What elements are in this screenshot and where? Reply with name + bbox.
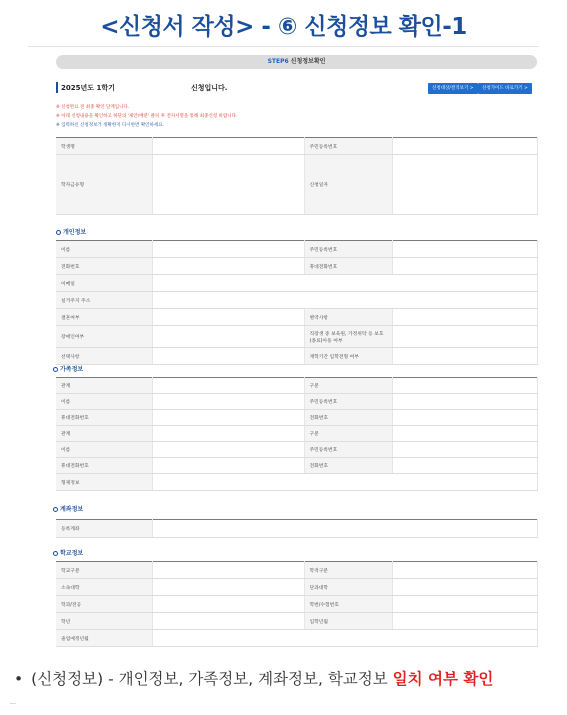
field-value: [152, 275, 537, 292]
field-label: 결혼여부: [56, 309, 152, 326]
section-title-school: 학교정보: [53, 548, 83, 557]
field-value: [392, 258, 537, 275]
field-label: 입학년월: [304, 613, 392, 630]
section-title-personal: 개인정보: [56, 227, 86, 236]
table-row: [56, 394, 537, 410]
guide-button[interactable]: 신청가이드 바로가기 >: [478, 83, 532, 94]
personal-info-table: [56, 240, 538, 365]
family-info-table: [56, 377, 538, 491]
table-row: [56, 426, 537, 442]
field-label: 병역사항: [304, 309, 392, 326]
field-value: [152, 442, 304, 458]
field-label: 신청일자: [304, 155, 392, 215]
field-value: [152, 458, 304, 474]
field-value: [152, 579, 304, 596]
field-label: 학과/전공: [56, 596, 152, 613]
field-label: 직장생 중 보육원, 가정위탁 등 보호(종료)아동 여부: [304, 326, 392, 348]
field-value: [392, 378, 537, 394]
field-label: 등록계좌: [56, 520, 152, 538]
field-value: [152, 155, 304, 215]
field-value: [392, 155, 537, 215]
summary-bullet: [14, 667, 493, 689]
field-label: 이름: [56, 394, 152, 410]
field-value: [392, 596, 537, 613]
circle-bullet-icon: [53, 551, 58, 556]
field-label: 구분: [304, 378, 392, 394]
field-value: [392, 426, 537, 442]
field-label: 단과대학: [304, 579, 392, 596]
field-value: [392, 562, 537, 579]
account-info-table: [56, 519, 538, 538]
table-row: [56, 326, 537, 348]
section-title-family: 가족정보: [53, 364, 83, 373]
page-title: <신청서 작성> - ⑥ 신청정보 확인-1: [100, 14, 467, 40]
field-label: 이름: [56, 442, 152, 458]
field-value: [392, 309, 537, 326]
school-info-table: [56, 561, 538, 647]
field-value: [392, 241, 537, 258]
step-indicator: [56, 55, 537, 69]
table-row: [56, 258, 537, 275]
field-label: 관계: [56, 378, 152, 394]
field-value: [152, 326, 304, 348]
table-row: [56, 138, 537, 155]
summary-table: [56, 137, 538, 215]
field-value: [392, 348, 537, 365]
table-row: [56, 630, 537, 647]
table-row: [56, 378, 537, 394]
field-label: 주민등록번호: [304, 394, 392, 410]
field-label: 재학기간 입학전형 여부: [304, 348, 392, 365]
circle-bullet-icon: [56, 230, 61, 235]
circle-bullet-icon: [53, 367, 58, 372]
field-value: [392, 442, 537, 458]
field-value: [152, 520, 537, 538]
field-label: 이름: [56, 241, 152, 258]
field-value: [152, 394, 304, 410]
field-value: [152, 258, 304, 275]
field-label: 장애인여부: [56, 326, 152, 348]
table-row: [56, 309, 537, 326]
field-label: 휴대전화번호: [56, 410, 152, 426]
table-row: [56, 596, 537, 613]
circle-bullet-icon: [53, 507, 58, 512]
view-application-button[interactable]: 신청대상/결격보기 >: [428, 83, 478, 94]
title-divider: [28, 46, 539, 47]
field-value: [392, 138, 537, 155]
field-label: 주민등록번호: [304, 442, 392, 458]
field-value: [152, 292, 537, 309]
field-value: [152, 613, 304, 630]
field-label: 졸업예정년월: [56, 630, 152, 647]
step-number: STEP6: [267, 58, 289, 65]
field-label: 형제정보: [56, 474, 152, 491]
step-label: 신청정보확인: [290, 58, 326, 65]
field-value: [152, 562, 304, 579]
field-value: [392, 458, 537, 474]
table-row: [56, 155, 537, 215]
field-label: 휴대전화번호: [56, 458, 152, 474]
field-value: [152, 241, 304, 258]
field-label: 학번/수험번호: [304, 596, 392, 613]
field-value: [392, 410, 537, 426]
table-row: [56, 410, 537, 426]
field-label: 소속대학: [56, 579, 152, 596]
table-row: [56, 241, 537, 258]
field-label: 학적구분: [304, 562, 392, 579]
table-row: [56, 579, 537, 596]
field-value: [152, 474, 537, 491]
field-label: 관계: [56, 426, 152, 442]
summary-text: (신청정보) - 개인정보, 가족정보, 계좌정보, 학교정보: [31, 670, 388, 688]
field-label: 전화번호: [304, 458, 392, 474]
section-title-account: 계좌정보: [53, 504, 83, 513]
field-label: 실거주지 주소: [56, 292, 152, 309]
field-value: [392, 579, 537, 596]
field-value: [392, 613, 537, 630]
table-row: [56, 520, 537, 538]
field-value: [152, 378, 304, 394]
field-value: [152, 348, 304, 365]
field-label: 학생명: [56, 138, 152, 155]
semester-header: [56, 80, 537, 96]
table-row: [56, 348, 537, 365]
notice-line-3: ※ 입력하신 신청정보가 정확한지 다시한번 확인하세요.: [56, 123, 164, 128]
field-label: 전화번호: [56, 258, 152, 275]
field-value: [152, 596, 304, 613]
corner-decoration: [10, 703, 16, 708]
table-row: [56, 562, 537, 579]
field-label: 선택사항: [56, 348, 152, 365]
field-label: 학년: [56, 613, 152, 630]
field-label: 주민등록번호: [304, 138, 392, 155]
field-value: [152, 410, 304, 426]
bullet-dot-icon: •: [14, 670, 24, 688]
table-row: [56, 458, 537, 474]
field-label: 이메일: [56, 275, 152, 292]
field-label: 학교구분: [56, 562, 152, 579]
field-label: 휴대전화번호: [304, 258, 392, 275]
summary-highlight: 일치 여부 확인: [392, 670, 494, 688]
notice-line-2: ※ 아래 신청내용을 확인하고 하단의 '제안/배분' 클릭 후 전자서명을 통해 최종신청 바랍니다.: [56, 114, 238, 119]
field-value: [152, 309, 304, 326]
field-value: [152, 138, 304, 155]
field-label: 전화번호: [304, 410, 392, 426]
table-row: [56, 613, 537, 630]
notice-line-1: ※ 신청완료 전 최종 확인 단계입니다.: [56, 105, 130, 110]
table-row: [56, 442, 537, 458]
table-row: [56, 474, 537, 491]
field-label: 주민등록번호: [304, 241, 392, 258]
field-value: [392, 326, 537, 348]
field-label: 구분: [304, 426, 392, 442]
field-value: [152, 426, 304, 442]
field-label: 학자금유형: [56, 155, 152, 215]
table-row: [56, 292, 537, 309]
field-value: [392, 394, 537, 410]
field-value: [152, 630, 537, 647]
application-status-text: 신청입니다.: [191, 84, 228, 92]
semester-marker: [56, 82, 58, 93]
semester-label: 2025년도 1학기: [61, 84, 115, 92]
table-row: [56, 275, 537, 292]
